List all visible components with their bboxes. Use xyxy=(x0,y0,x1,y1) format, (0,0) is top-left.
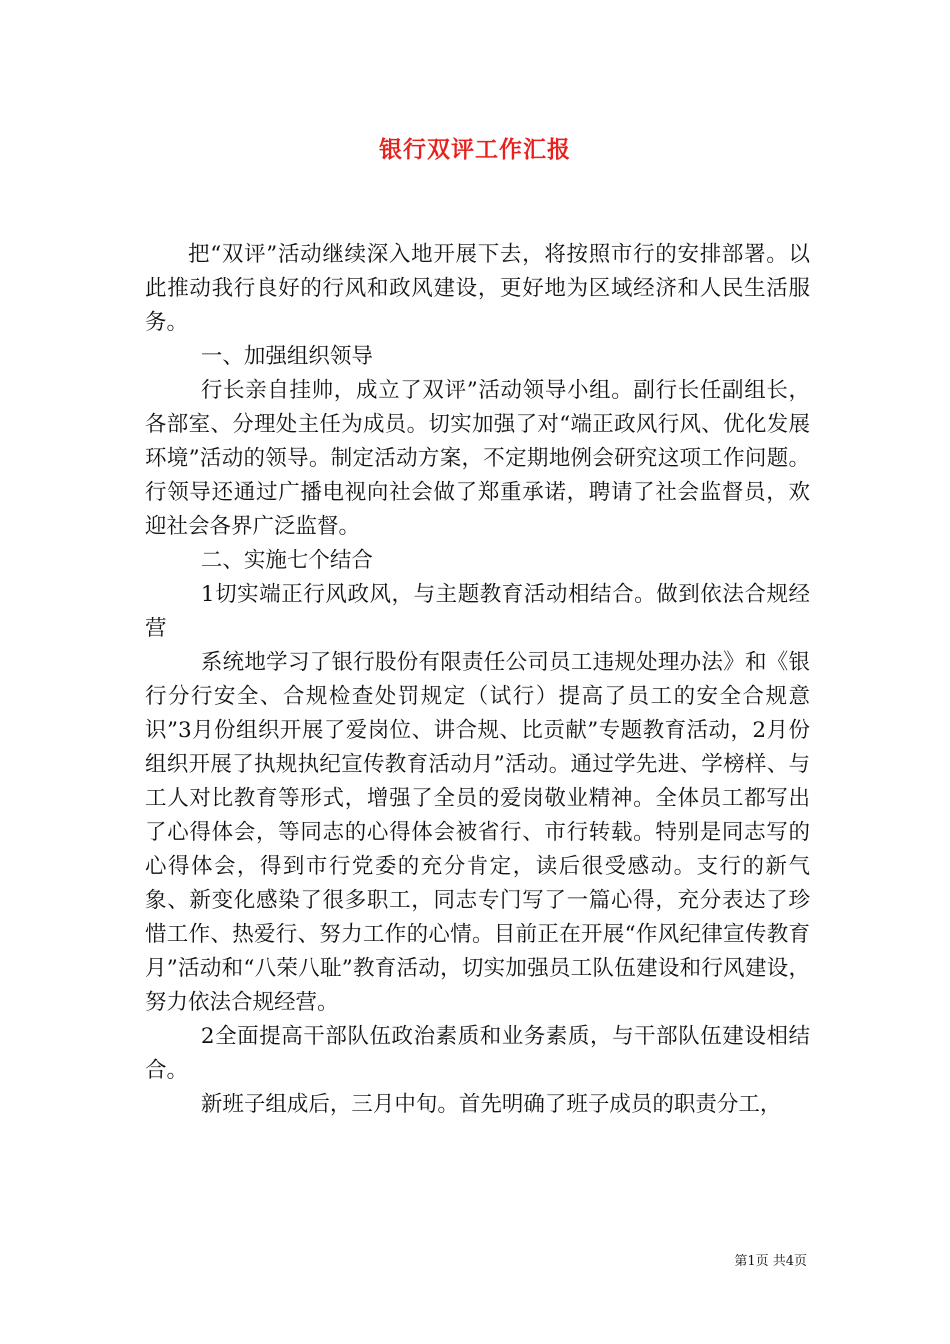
paragraph-section-1: 行长亲自挂帅，成立了双评”活动领导小组。副行长任副组长，各部室、分理处主任为成员。切实加强了对“端正政风行风、优化发展环境”活动的领导。制定活动方案，不定期地例会研究这项工作问题。行领导还通过广播电视向社会做了郑重承诺，聘请了社会监督员，欢迎社会各界广泛监督。 xyxy=(145,378,810,539)
section-heading-1: 一、加强组织领导 xyxy=(200,344,373,369)
page-number: 第1页 共4页 xyxy=(734,1254,807,1269)
document-title: 银行双评工作汇报 xyxy=(379,136,571,163)
paragraph-subsection-2: 新班子组成后，三月中旬。首先明确了班子成员的职责分工， xyxy=(200,1092,782,1117)
subsection-heading-2: 2全面提高干部队伍政治素质和业务素质，与干部队伍建设相结合。 xyxy=(145,1024,810,1083)
document-body xyxy=(145,238,810,1122)
paragraph-intro: 把“双评”活动继续深入地开展下去，将按照市行的安排部署。以此推动我行良好的行风和政风建设，更好地为区域经济和人民生活服务。 xyxy=(145,242,810,335)
section-heading-2: 二、实施七个结合 xyxy=(200,548,373,573)
subsection-heading-1: 1切实端正行风政风，与主题教育活动相结合。做到依法合规经营 xyxy=(145,582,810,641)
paragraph-subsection-1: 系统地学习了银行股份有限责任公司员工违规处理办法》和《银行分行安全、合规检查处罚规定（试行）提高了员工的安全合规意识”3月份组织开展了爱岗位、讲合规、比贡献”专题教育活动，2月份组织开展了执规执纪宣传教育活动月”活动。通过学先进、学榜样、与工人对比教育等形式，增强了全员的爱岗敬业精神。全体员工都写出了心得体会，等同志的心得体会被省行、市行转载。特别是同志写的心得体会，得到市行党委的充分肯定，读后很受感动。支行的新气象、新变化感染了很多职工，同志专门写了一篇心得，充分表达了珍惜工作、热爱行、努力工作的心情。目前正在开展“作风纪律宣传教育月”活动和“八荣八耻”教育活动，切实加强员工队伍建设和行风建设，努力依法合规经营。 xyxy=(145,650,810,1015)
